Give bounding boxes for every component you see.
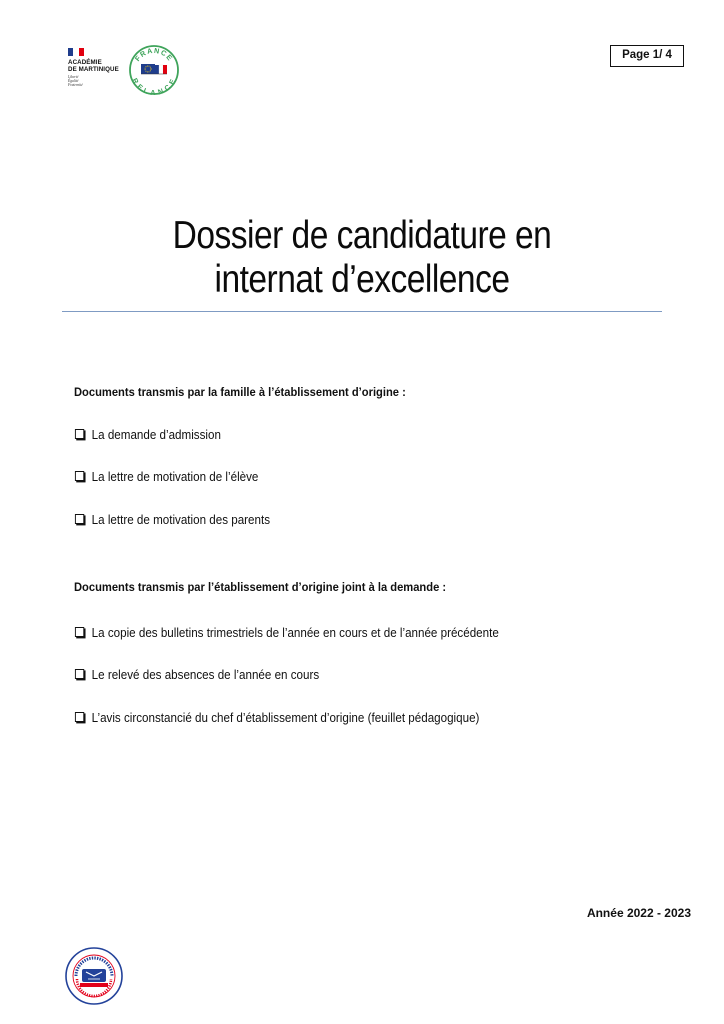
checklist-item [74,470,258,484]
checklist-item-label: Le relevé des absences de l’année en cours [91,668,320,682]
checklist-item [74,513,270,527]
svg-text:RELANCE: RELANCE [130,76,178,96]
checklist-item-label: La demande d’admission [91,428,221,442]
label-egalite-des-chances-logo [64,946,124,1006]
academie-label-line-1: ACADÉMIE [68,59,102,66]
section-heading-etablissement: Documents transmis par l’établissement d’origine joint à la demande : [74,580,447,594]
devise-egalite: Égalité [68,79,79,83]
section-heading-famille: Documents transmis par la famille à l’établissement d’origine : [74,385,406,399]
title-line-2: internat d’excellence [214,258,510,301]
french-flag-icon [68,48,84,56]
checkbox-icon [75,627,84,637]
document-title [102,214,621,302]
svg-text:FRANCE: FRANCE [132,45,176,64]
checklist-item [74,711,479,725]
page-indicator: Page 1/ 4 [610,45,684,67]
academie-label-line-2: DE MARTINIQUE [68,66,119,73]
school-year: Année 2022 - 2023 [586,906,691,920]
checklist-item-label: L’avis circonstancié du chef d’établissement d’origine (feuillet pédagogique) [91,711,480,725]
checklist-item-label: La lettre de motivation de l’élève [91,470,259,484]
devise-liberte: Liberté [68,75,79,79]
checkbox-icon [75,514,84,524]
checkbox-icon [75,471,84,481]
academie-martinique-logo [66,48,126,92]
checklist-item-label: La lettre de motivation des parents [91,513,271,527]
checklist-item [74,626,499,640]
france-relance-logo [128,44,180,96]
title-line-1: Dossier de candidature en [172,214,552,257]
checklist-item-label: La copie des bulletins trimestriels de l’année en cours et de l’année précédente [91,626,499,640]
devise-fraternite: Fraternité [68,83,83,87]
checkbox-icon [75,669,84,679]
checklist-item [74,668,319,682]
checkbox-icon [75,712,84,722]
checkbox-icon [75,429,84,439]
title-divider [62,311,662,312]
checklist-item [74,428,221,442]
